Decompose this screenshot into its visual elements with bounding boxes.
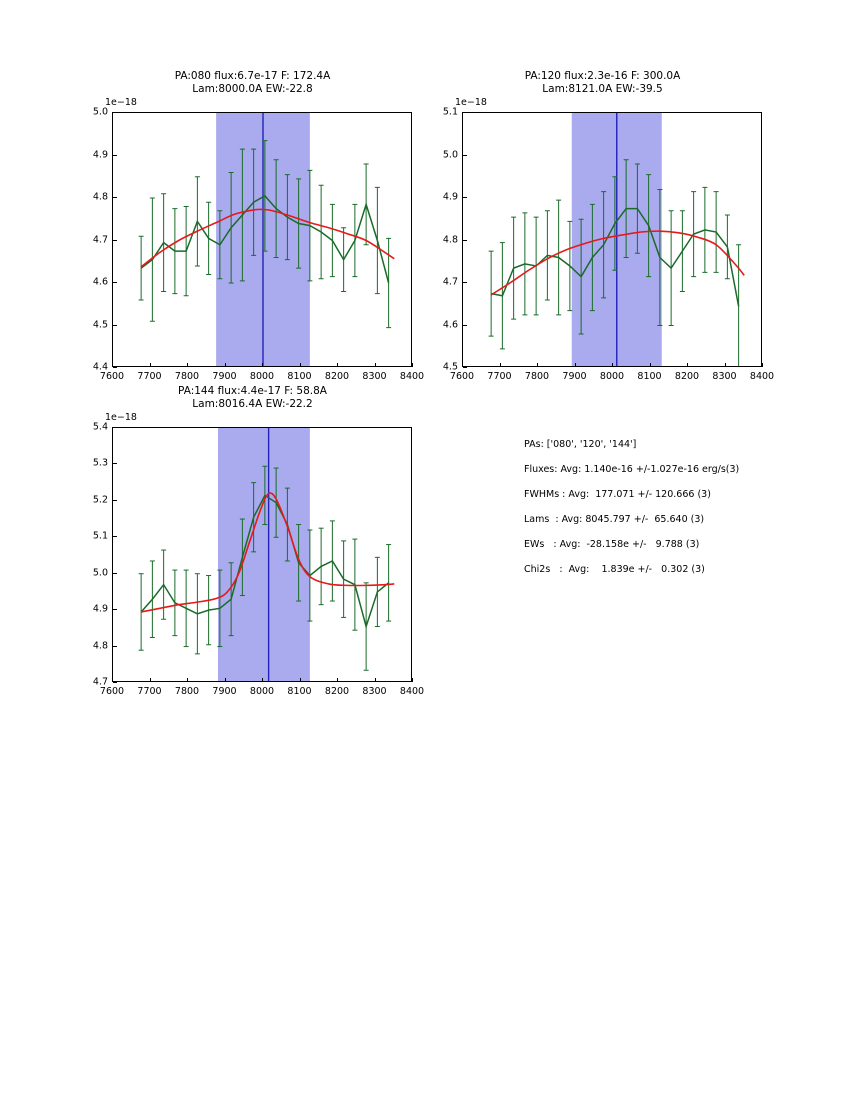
pa120-ytickmark-6 [463,112,467,113]
pa144-xtick-0: 7600 [99,686,125,697]
pa144-xtickmark-1 [150,678,151,682]
pa080-xtick-6: 8200 [324,371,350,382]
pa080-xtickmark-5 [300,363,301,367]
pa080-ytickmark-0 [113,367,117,368]
panel-pa144-title-line2: Lam:8016.4A EW:-22.2 [192,398,313,410]
panel-pa144-y-exponent: 1e−18 [105,412,137,423]
pa080-ytickmark-5 [113,155,117,156]
pa120-xtickmark-1 [500,363,501,367]
pa120-ytick-1: 4.6 [442,319,458,330]
pa080-ytick-3: 4.7 [92,234,108,245]
pa144-xtick-8: 8400 [399,686,425,697]
summary-line-0: PAs: ['080', '120', '144'] [524,439,637,450]
pa120-xtick-7: 8300 [712,371,737,382]
pa144-xtickmark-8 [412,678,413,682]
pa120-ytickmark-0 [463,367,467,368]
pa080-xtick-8: 8400 [399,371,425,382]
pa120-xtick-2: 7800 [524,371,550,382]
panel-pa080-plot-area [112,112,412,367]
pa120-ytickmark-2 [463,282,467,283]
panel-pa080 [80,70,425,380]
summary-line-2: FWHMs : Avg: 177.071 +/- 120.666 (3) [524,489,711,500]
pa120-ytick-2: 4.7 [442,276,458,288]
pa080-ytick-5: 4.9 [92,149,108,160]
pa120-xtick-6: 8200 [674,371,700,382]
pa080-xtickmark-2 [187,363,188,367]
pa120-xtick-0: 7600 [449,371,475,382]
pa080-ytickmark-1 [113,325,117,326]
summary-line-3: Lams : Avg: 8045.797 +/- 65.640 (3) [524,514,705,525]
pa144-xtick-2: 7800 [174,686,200,697]
pa144-xtickmark-4 [262,678,263,682]
panel-pa144 [80,385,425,695]
pa144-ytickmark-0 [113,682,117,683]
pa144-ytick-3: 5.0 [92,567,108,579]
pa120-ytickmark-3 [463,240,467,241]
summary-line-1: Fluxes: Avg: 1.140e-16 +/-1.027e-16 erg/s(3) [524,464,740,475]
pa080-xtick-4: 8000 [249,371,275,382]
summary-line-5: Chi2s : Avg: 1.839e +/- 0.302 (3) [524,564,705,575]
panel-pa120-title-line2: Lam:8121.0A EW:-39.5 [542,83,663,95]
pa080-ytick-4: 4.8 [92,191,108,203]
pa144-svg [113,428,412,682]
summary-statistics [524,432,739,582]
pa144-xtick-3: 7900 [212,686,237,697]
pa144-ytick-4: 5.1 [92,530,108,542]
pa080-xtick-7: 8300 [362,371,387,382]
pa120-xtickmark-4 [612,363,613,367]
pa144-ytick-6: 5.3 [92,457,108,469]
pa120-ytickmark-1 [463,325,467,326]
panel-pa080-title-line1: PA:080 flux:6.7e-17 F: 172.4A [174,70,331,82]
pa144-xtick-4: 8000 [249,686,275,697]
pa144-xtickmark-5 [300,678,301,682]
pa120-ytickmark-5 [463,155,467,156]
pa120-ytick-3: 4.8 [442,234,458,245]
pa080-xtickmark-7 [375,363,376,367]
pa080-xtick-5: 8100 [287,371,312,382]
panel-pa080-y-exponent: 1e−18 [105,97,137,108]
pa080-xtickmark-6 [337,363,338,367]
pa080-svg [113,113,412,367]
pa144-xtick-6: 8200 [324,686,350,697]
pa120-xtickmark-5 [650,363,651,367]
pa144-ytick-2: 4.9 [92,603,108,615]
pa144-ytick-0: 4.7 [92,676,108,688]
pa120-xtickmark-2 [537,363,538,367]
pa144-ytickmark-5 [113,500,117,501]
pa144-ytick-5: 5.2 [92,494,108,506]
pa120-xtickmark-3 [575,363,576,367]
pa080-xtickmark-8 [412,363,413,367]
pa080-ytickmark-4 [113,197,117,198]
pa120-ytick-0: 4.5 [442,361,458,373]
pa144-ytick-1: 4.8 [92,640,108,652]
pa120-xtick-1: 7700 [487,371,512,382]
panel-pa120-plot-area [462,112,762,367]
pa080-xtick-2: 7800 [174,371,200,382]
pa120-xtick-5: 8100 [637,371,662,382]
pa120-ytick-5: 5.0 [442,149,458,160]
pa144-ytick-7: 5.4 [92,421,108,433]
pa080-ytick-1: 4.5 [92,319,108,330]
pa080-xtickmark-3 [225,363,226,367]
pa080-ytickmark-3 [113,240,117,241]
pa080-ytickmark-6 [113,112,117,113]
panel-pa080-title-line2: Lam:8000.0A EW:-22.8 [192,83,313,95]
pa080-ytick-2: 4.6 [92,276,108,288]
pa120-xtickmark-8 [762,363,763,367]
pa080-xtickmark-1 [150,363,151,367]
pa144-xtickmark-3 [225,678,226,682]
pa120-ytick-4: 4.9 [442,191,458,203]
pa080-ytick-0: 4.4 [92,361,108,373]
pa120-xtickmark-6 [687,363,688,367]
pa144-xtickmark-6 [337,678,338,682]
pa144-ytickmark-3 [113,573,117,574]
pa080-ytickmark-2 [113,282,117,283]
pa144-ytickmark-7 [113,427,117,428]
pa144-ytickmark-2 [113,609,117,610]
panel-pa144-plot-area [112,427,412,682]
panel-pa120-y-exponent: 1e−18 [455,97,487,108]
pa080-xtick-1: 7700 [137,371,162,382]
pa080-xtick-0: 7600 [99,371,125,382]
pa120-xtick-4: 8000 [599,371,625,382]
pa144-xtick-5: 8100 [287,686,312,697]
summary-line-4: EWs : Avg: -28.158e +/- 9.788 (3) [524,539,700,550]
pa144-ytickmark-4 [113,536,117,537]
pa120-ytickmark-4 [463,197,467,198]
panel-pa120 [430,70,775,380]
pa120-xtick-3: 7900 [562,371,587,382]
pa144-xtick-1: 7700 [137,686,162,697]
pa080-xtick-3: 7900 [212,371,237,382]
pa144-ytickmark-6 [113,463,117,464]
pa080-xtickmark-4 [262,363,263,367]
pa144-ytickmark-1 [113,646,117,647]
panel-pa120-title-line1: PA:120 flux:2.3e-16 F: 300.0A [524,70,681,82]
pa120-xtick-8: 8400 [749,371,775,382]
pa144-xtickmark-2 [187,678,188,682]
panel-pa144-title-line1: PA:144 flux:4.4e-17 F: 58.8A [178,385,327,397]
pa120-xtickmark-7 [725,363,726,367]
pa120-svg [463,113,762,367]
pa144-xtick-7: 8300 [362,686,387,697]
pa080-ytick-6: 5.0 [92,106,108,118]
pa144-xtickmark-7 [375,678,376,682]
pa120-ytick-6: 5.1 [442,106,458,118]
